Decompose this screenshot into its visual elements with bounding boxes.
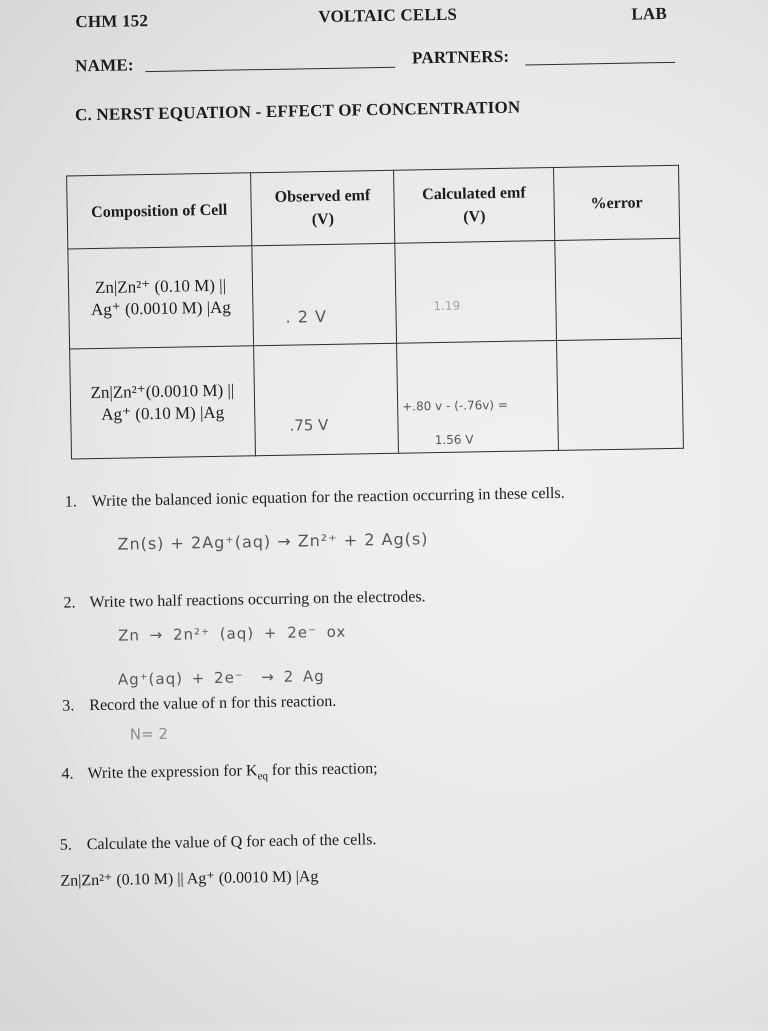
column-header-unit: (V) — [463, 208, 486, 226]
course-code: CHM 152 — [75, 11, 149, 32]
question-1-number: 1. — [64, 493, 77, 511]
handwritten-half-reaction-reduction: Ag⁺(aq) + 2e⁻ → 2 Ag — [117, 667, 325, 689]
handwritten-calculated-emf: 1.19 — [433, 298, 461, 314]
handwritten-observed-emf: .75 V — [289, 415, 329, 435]
question-4-number: 4. — [61, 765, 74, 783]
question-2-text: Write two half reactions occurring on the electrodes. — [89, 588, 426, 612]
question-2-number: 2. — [63, 594, 76, 612]
question-5-text: Calculate the value of Q for each of the cells. — [86, 831, 377, 854]
cell-percent-error — [557, 338, 684, 450]
column-header-label: Observed emf — [274, 187, 371, 206]
section-title: C. NERST EQUATION - EFFECT OF CONCENTRATION — [74, 97, 521, 125]
cell-composition-line: Zn|Zn²⁺ (0.10 M) || — [94, 275, 227, 297]
question-3-text: Record the value of n for this reaction. — [89, 692, 337, 715]
handwritten-calculation: +.80 v - (-.76v) = — [402, 397, 509, 414]
cell-composition — [70, 346, 256, 459]
cell-percent-error — [555, 238, 682, 340]
name-label: NAME: — [75, 55, 134, 76]
cell-composition — [68, 246, 254, 349]
column-header-calculated-emf — [394, 167, 555, 243]
cell-calculated-emf — [397, 340, 559, 453]
handwritten-half-reaction-oxidation: Zn → 2n²⁺ (aq) + 2e⁻ ox — [117, 622, 347, 645]
column-header-label: Calculated emf — [422, 184, 526, 204]
column-header-composition — [67, 173, 252, 249]
handwritten-answer-3: N= 2 — [129, 724, 169, 744]
column-header-observed-emf — [251, 170, 395, 245]
handwritten-answer-1: Zn(s) + 2Ag⁺(aq) → Zn²⁺ + 2 Ag(s) — [117, 529, 429, 554]
column-header-label: Composition of Cell — [91, 201, 228, 221]
table-header-row — [67, 165, 680, 249]
cell-calculated-emf — [395, 240, 557, 343]
column-header-label: %error — [590, 193, 643, 212]
results-table — [66, 165, 684, 460]
handwritten-observed-emf: . 2 V — [285, 306, 328, 327]
question-4-text — [87, 759, 377, 784]
handwritten-calculated-emf: 1.56 V — [434, 432, 474, 448]
cell-observed-emf — [254, 343, 399, 455]
lab-label: LAB — [631, 3, 668, 24]
question-5-number: 5. — [59, 836, 72, 854]
cell-composition-line: Zn|Zn²⁺(0.0010 M) || — [90, 380, 235, 402]
partners-label: PARTNERS: — [411, 46, 510, 68]
partners-blank-line — [525, 62, 675, 66]
cell-composition-line: Ag⁺ (0.10 M) |Ag — [101, 402, 225, 424]
question-4-text-end: for this reaction; — [267, 760, 378, 780]
question-5-cell-notation: Zn|Zn²⁺ (0.10 M) || Ag⁺ (0.0010 M) |Ag — [60, 868, 319, 890]
column-header-percent-error — [554, 165, 680, 240]
name-blank-line — [145, 67, 395, 72]
question-4-text-start: Write the expression for K — [87, 762, 258, 783]
worksheet-title: VOLTAIC CELLS — [318, 4, 458, 27]
question-1-text: Write the balanced ionic equation for the reaction occurring in these cells. — [91, 484, 565, 511]
cell-composition-line: Ag⁺ (0.0010 M) |Ag — [90, 297, 231, 319]
cell-observed-emf — [252, 243, 397, 345]
table-row — [70, 338, 684, 459]
column-header-unit: (V) — [311, 210, 335, 229]
keq-subscript: eq — [257, 770, 269, 783]
table-row — [68, 238, 682, 349]
question-3-number: 3. — [62, 697, 75, 715]
